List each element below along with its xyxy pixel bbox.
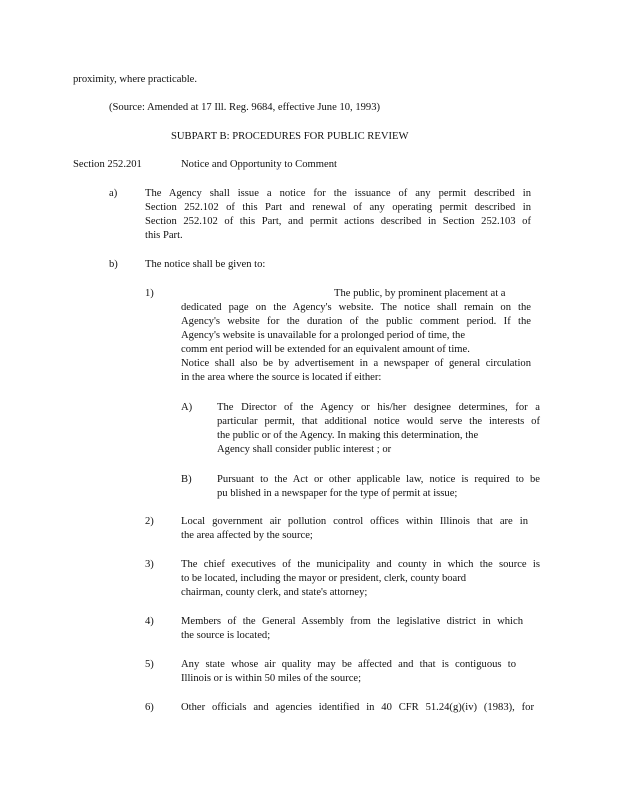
sub-item-label: 2) [145, 516, 154, 527]
sub-item-label: 4) [145, 616, 154, 627]
text-line: to be located, including the mayor or president, clerk, county board [181, 573, 467, 584]
sub-item-5-text [181, 658, 516, 686]
text-line: the area affected by the source; [181, 530, 313, 541]
text-line: dedicated page on the Agency's website. The notice shall remain on the [181, 302, 531, 313]
subpart-heading: SUBPART B: PROCEDURES FOR PUBLIC REVIEW [171, 131, 409, 142]
text-line: comm ent period will be extended for an equivalent amount of time. [181, 344, 470, 355]
text-line: The chief executives of the municipality and county in which the source is [181, 559, 540, 570]
text-line: particular permit, that additional notice would serve the interests of [217, 416, 540, 427]
sub-item-2-text [181, 515, 528, 543]
text-line: Section 252.102 of this Part and renewal of any operating permit described in [145, 202, 531, 213]
text-line: Notice shall also be by advertisement in a newspaper of general circulation [181, 358, 531, 369]
text-line: Illinois or is within 50 miles of the source; [181, 673, 362, 684]
text-line: Section 252.102 of this Part, and permit actions described in Section 252.103 of [145, 216, 531, 227]
text-line: The Director of the Agency or his/her designee determines, for a [217, 402, 540, 413]
item-label: a) [109, 188, 118, 199]
sub-item-label: 5) [145, 659, 154, 670]
text-line: pu blished in a newspaper for the type of permit at issue; [217, 488, 458, 499]
sub-sub-item-label: B) [181, 474, 192, 485]
sub-sub-item-a-text [217, 401, 540, 457]
text-line: this Part. [145, 230, 183, 241]
text-line: Local government air pollution control offices within Illinois that are in [181, 516, 528, 527]
sub-item-1-text [181, 287, 531, 385]
text-line: chairman, county clerk, and state's attorney; [181, 587, 368, 598]
text-line: Agency's website for the duration of the public comment period. If the [181, 316, 531, 327]
sub-sub-item-b-text [217, 473, 540, 501]
item-b-text: The notice shall be given to: [145, 259, 266, 270]
text-line: Other officials and agencies identified in 40 CFR 51.24(g)(iv) (1983), for [181, 702, 534, 713]
text-line: The public, by prominent placement at a [334, 288, 506, 299]
text-line: in the area where the source is located if either: [181, 372, 382, 383]
sub-sub-item-label: A) [181, 402, 193, 413]
item-a-text [145, 187, 531, 243]
text-line: the source is located; [181, 630, 271, 641]
sub-item-4-text [181, 615, 523, 643]
text-line: Pursuant to the Act or other applicable law, notice is required to be [217, 474, 540, 485]
sub-item-3-text [181, 558, 540, 600]
text-line: Any state whose air quality may be affected and that is contiguous to [181, 659, 516, 670]
sub-item-label: 6) [145, 702, 154, 713]
sub-item-label: 3) [145, 559, 154, 570]
section-title: Notice and Opportunity to Comment [181, 159, 337, 170]
text-line: the public or of the Agency. In making this determination, the [217, 430, 479, 441]
source-note: (Source: Amended at 17 Ill. Reg. 9684, effective June 10, 1993) [109, 102, 381, 113]
text-line: The Agency shall issue a notice for the issuance of any permit described in [145, 188, 531, 199]
sub-item-6-text [181, 701, 534, 715]
text-line: Agency's website is unavailable for a prolonged period of time, the [181, 330, 466, 341]
text-line: Members of the General Assembly from the legislative district in which [181, 616, 523, 627]
continuation-line: proximity, where practicable. [73, 74, 198, 85]
text-line: Agency shall consider public interest ; or [217, 444, 392, 455]
item-label: b) [109, 259, 118, 270]
sub-item-label: 1) [145, 288, 154, 299]
section-number: Section 252.201 [73, 159, 142, 170]
